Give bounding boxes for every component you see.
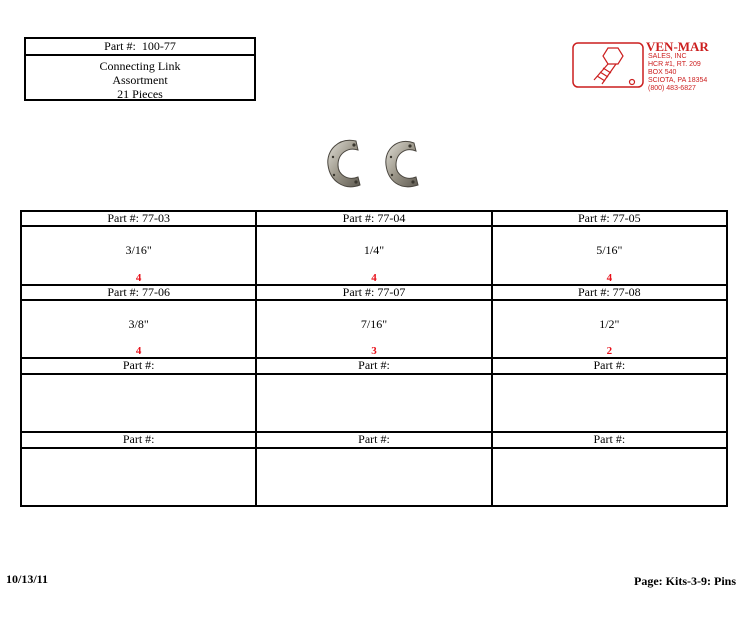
part-detail-cell <box>256 300 491 358</box>
part-number-cell: Part #: <box>256 432 491 447</box>
part-detail-cell <box>492 226 727 284</box>
logo-line: BOX 540 <box>648 69 677 76</box>
part-detail-cell <box>21 226 256 284</box>
part-detail-cell <box>492 448 727 506</box>
kit-part-value: 100-77 <box>141 39 176 53</box>
part-number-cell: Part #: 77-07 <box>256 285 491 300</box>
logo-line: SALES, INC <box>648 53 687 60</box>
part-quantity: 4 <box>371 271 377 284</box>
part-number-cell: Part #: 77-08 <box>492 285 727 300</box>
part-size: 1/2" <box>599 317 620 332</box>
kit-description <box>26 56 254 101</box>
company-logo <box>572 39 722 92</box>
part-detail-cell <box>256 374 491 432</box>
part-number-cell: Part #: <box>21 432 256 447</box>
bolt-logo-icon <box>572 42 644 88</box>
parts-header-row <box>21 432 727 447</box>
parts-grid <box>20 210 728 507</box>
part-number-cell: Part #: 77-06 <box>21 285 256 300</box>
part-quantity: 4 <box>135 271 142 284</box>
parts-body-row <box>21 448 727 506</box>
part-detail-cell <box>256 226 491 284</box>
kit-part-number <box>26 39 254 56</box>
parts-header-row <box>21 211 727 226</box>
part-quantity: 4 <box>606 271 613 284</box>
part-detail-cell <box>492 374 727 432</box>
footer-page-label: Page: Kits-3-9: Pins <box>634 574 736 588</box>
part-detail-cell <box>21 374 256 432</box>
part-number-cell: Part #: 77-04 <box>256 211 491 226</box>
parts-body-row <box>21 226 727 284</box>
logo-brand: VEN-MAR <box>646 39 709 54</box>
logo-line: (800) 483-6827 <box>648 85 696 92</box>
part-number-cell: Part #: 77-03 <box>21 211 256 226</box>
part-quantity: 2 <box>606 345 613 358</box>
connecting-links-photo <box>320 133 430 195</box>
kit-part-label: Part #: <box>104 39 136 53</box>
kit-description-line: Connecting Link <box>99 59 181 73</box>
parts-body-row <box>21 374 727 432</box>
kit-description-line: 21 Pieces <box>117 87 163 101</box>
part-number-cell: Part #: 77-05 <box>492 211 727 226</box>
part-number-cell: Part #: <box>256 358 491 373</box>
part-quantity: 4 <box>135 345 142 358</box>
parts-header-row <box>21 358 727 373</box>
part-number-cell: Part #: <box>492 358 727 373</box>
logo-line: HCR #1, RT. 209 <box>648 61 701 68</box>
part-detail-cell <box>21 300 256 358</box>
part-size: 3/8" <box>128 317 149 332</box>
part-size: 1/4" <box>363 243 385 258</box>
part-size: 7/16" <box>360 317 388 332</box>
logo-text <box>646 40 709 93</box>
part-detail-cell <box>21 448 256 506</box>
part-number-cell: Part #: <box>21 358 256 373</box>
logo-line: SCIOTA, PA 18354 <box>648 77 708 84</box>
part-detail-cell <box>256 448 491 506</box>
kit-description-line: Assortment <box>112 73 168 87</box>
footer-date: 10/13/11 <box>6 572 49 586</box>
part-size: 5/16" <box>596 243 623 258</box>
parts-header-row <box>21 285 727 300</box>
part-number-cell: Part #: <box>492 432 727 447</box>
part-quantity: 3 <box>371 345 377 358</box>
part-detail-cell <box>492 300 727 358</box>
part-size: 3/16" <box>125 243 152 258</box>
parts-body-row <box>21 300 727 358</box>
kit-header-box <box>24 37 256 101</box>
